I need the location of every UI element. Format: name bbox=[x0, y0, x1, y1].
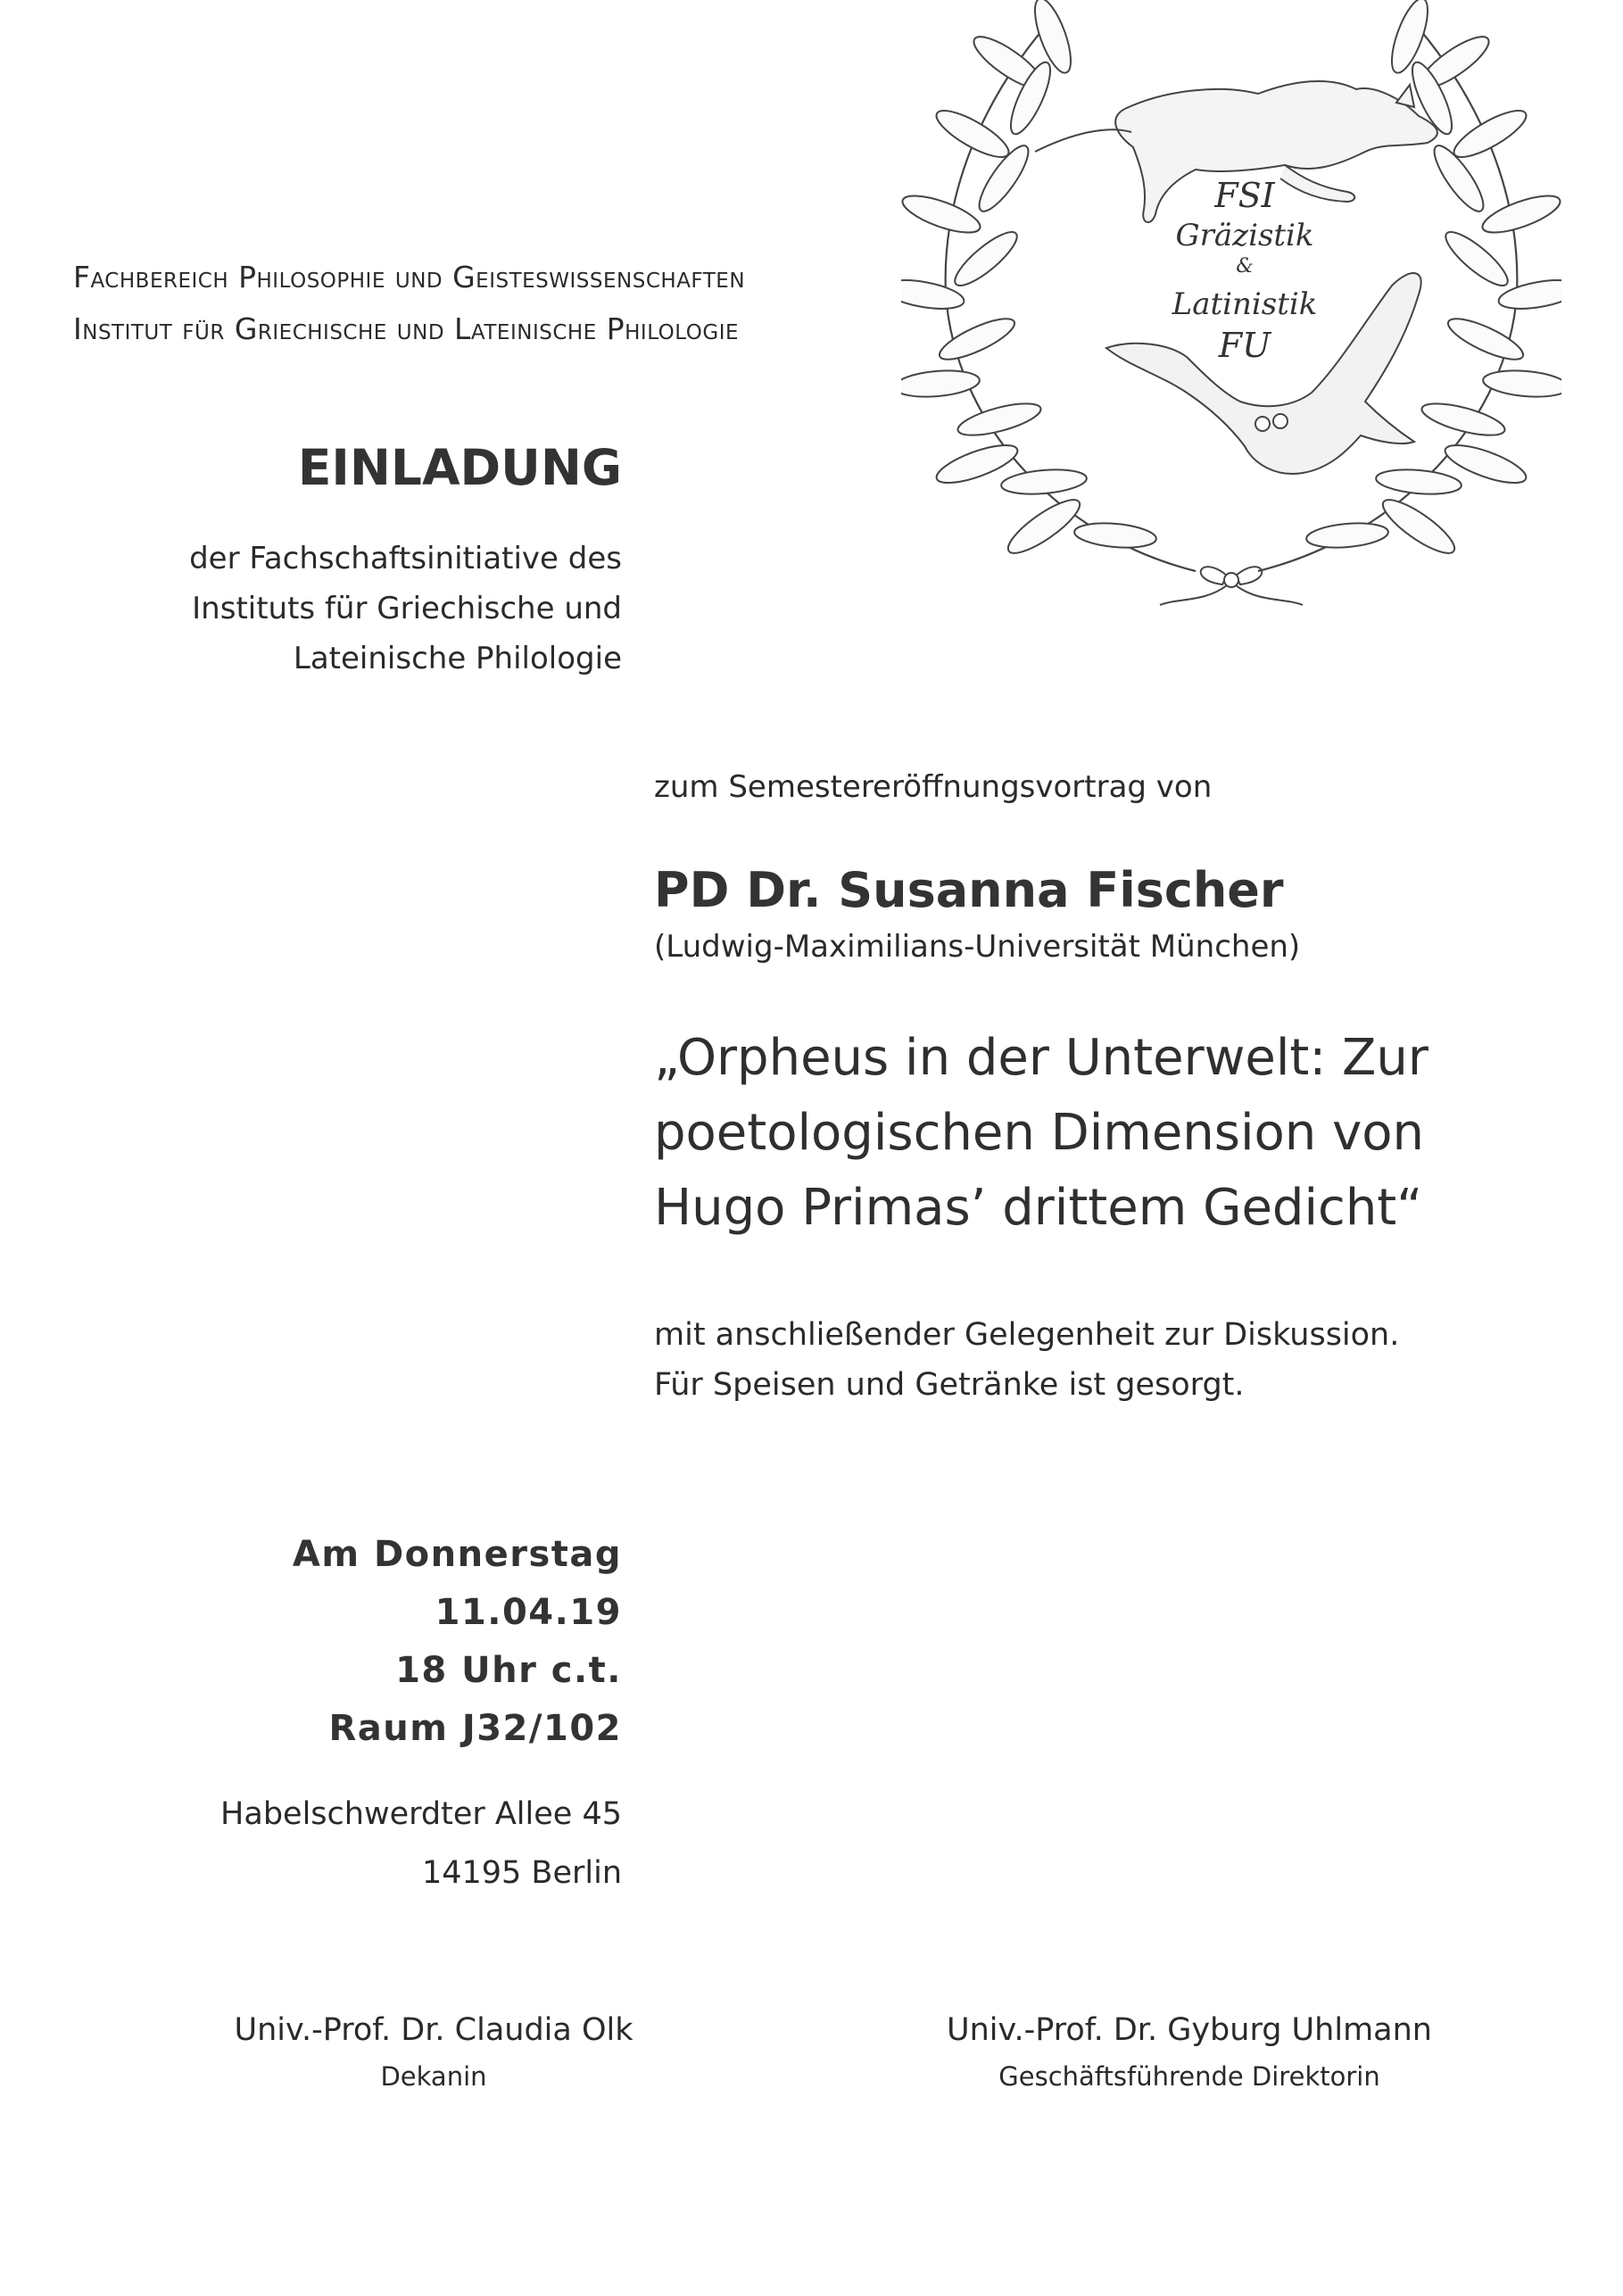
event-time: 18 Uhr c.t. bbox=[395, 1650, 622, 1691]
invitation-from-line: der Fachschaftsinitiative des bbox=[189, 541, 622, 576]
address-city: 14195 Berlin bbox=[421, 1855, 622, 1891]
talk-title bbox=[654, 1021, 1546, 1246]
event-date: 11.04.19 bbox=[435, 1592, 622, 1633]
discussion-note: mit anschließender Gelegenheit zur Diskussion. bbox=[654, 1317, 1400, 1353]
event-address bbox=[87, 1785, 622, 1902]
event-day: Am Donnerstag bbox=[292, 1534, 622, 1575]
logo-text-latinistik: Latinistik bbox=[1172, 286, 1318, 322]
faculty-line: Fachbereich Philosophie und Geisteswissenschaften bbox=[73, 260, 746, 294]
talk-intro: zum Semestereröffnungsvortrag von bbox=[654, 769, 1213, 805]
speaker-affiliation: (Ludwig-Maximilians-Universität München) bbox=[654, 929, 1301, 965]
talk-title-line: Hugo Primas’ drittem Gedicht“ bbox=[654, 1179, 1423, 1237]
speaker-name: PD Dr. Susanna Fischer bbox=[654, 862, 1284, 918]
signature-dean bbox=[166, 2009, 701, 2098]
invitation-title: EINLADUNG bbox=[297, 439, 622, 496]
signature-role: Geschäftsführende Direktorin bbox=[998, 2061, 1380, 2092]
invitation-from bbox=[87, 534, 622, 684]
signature-director bbox=[922, 2009, 1457, 2098]
signature-name: Univ.-Prof. Dr. Gyburg Uhlmann bbox=[947, 2012, 1432, 2048]
event-details bbox=[87, 1526, 622, 1758]
talk-note bbox=[654, 1310, 1546, 1410]
talk-title-line: „Orpheus in der Unterwelt: Zur bbox=[654, 1029, 1428, 1087]
logo-text-fu: FU bbox=[1218, 326, 1271, 365]
institute-line: Institut für Griechische und Lateinische Philologie bbox=[73, 311, 740, 346]
logo-text-ampersand: & bbox=[1236, 255, 1254, 278]
logo-text-fsi: FSI bbox=[1214, 176, 1275, 215]
institution-header bbox=[73, 252, 745, 355]
signature-name: Univ.-Prof. Dr. Claudia Olk bbox=[234, 2012, 633, 2048]
event-room: Raum J32/102 bbox=[328, 1708, 622, 1749]
catering-note: Für Speisen und Getränke ist gesorgt. bbox=[654, 1367, 1245, 1403]
logo-text-graezistik: Gräzistik bbox=[1175, 218, 1314, 253]
talk-title-line: poetologischen Dimension von bbox=[654, 1104, 1424, 1162]
address-street: Habelschwerdter Allee 45 bbox=[220, 1796, 622, 1832]
invitation-from-line: Lateinische Philologie bbox=[293, 641, 622, 676]
fsi-wreath-logo bbox=[901, 0, 1561, 616]
signature-role: Dekanin bbox=[380, 2061, 487, 2092]
invitation-from-line: Instituts für Griechische und bbox=[192, 591, 622, 626]
